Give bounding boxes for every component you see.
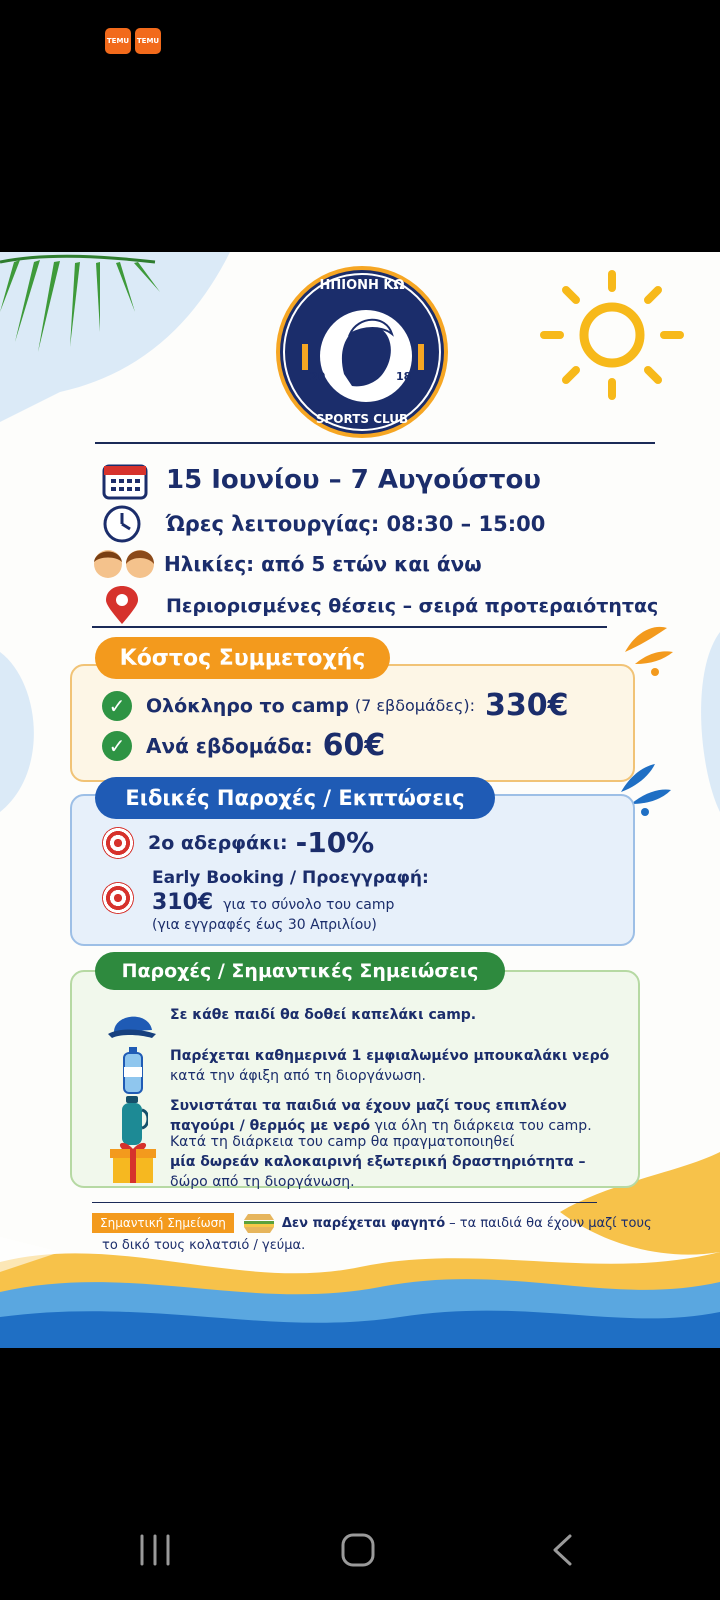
cost-full-row — [102, 688, 568, 723]
check-icon: ✓ — [102, 731, 132, 761]
offer-early-label: Early Booking / Προεγγραφή: — [152, 868, 429, 888]
info-dates — [102, 460, 541, 500]
offer-sibling-label: 2ο αδερφάκι: — [148, 831, 288, 854]
footer-note — [92, 1212, 652, 1253]
note-water-row — [106, 1046, 609, 1096]
divider-top — [95, 442, 655, 444]
gift-box-icon — [106, 1132, 160, 1192]
note-bottle-rest: για όλη τη διάρκεια του camp. — [374, 1118, 592, 1134]
logo-bottom-text: SPORTS CLUB — [315, 412, 409, 426]
footer-rest-text: – τα παιδιά θα έχουν μαζί τους — [449, 1215, 652, 1231]
kids-icon — [92, 546, 158, 582]
cap-icon — [106, 1000, 160, 1050]
cost-box — [70, 664, 635, 782]
target-icon — [102, 827, 134, 859]
note-gift-text — [170, 1132, 586, 1192]
clock-icon — [102, 504, 148, 544]
cost-week-label: Ανά εβδομάδα: — [146, 733, 313, 758]
status-bar — [0, 0, 720, 252]
palm-leaf-icon — [0, 252, 160, 362]
recent-apps-icon[interactable] — [138, 1533, 174, 1567]
info-hours — [102, 504, 545, 544]
offer-early-total: για το σύνολο του camp — [223, 897, 395, 913]
note-cap-text: Σε κάθε παιδί θα δοθεί καπελάκι camp. — [170, 1007, 477, 1023]
sandwich-icon — [242, 1212, 276, 1234]
offer-sibling-row — [102, 826, 374, 859]
info-ages — [92, 546, 482, 582]
note-water-bold: Παρέχεται καθημερινά 1 εμφιαλωμένο μπουκαλάκι νερό — [170, 1048, 610, 1064]
note-gift-line1: Κατά τη διάρκεια του camp θα πραγματοποιηθεί — [170, 1134, 515, 1150]
note-cap-row — [106, 1000, 476, 1050]
offers-title-pill: Ειδικές Παροχές / Εκπτώσεις — [95, 777, 495, 819]
cost-full-weeks: (7 εβδομάδες): — [354, 696, 475, 715]
water-bottle-icon — [106, 1046, 160, 1096]
cost-title-pill: Κόστος Συμμετοχής — [95, 637, 390, 679]
hours-text: Ώρες λειτουργίας: 08:30 – 15:00 — [166, 512, 546, 536]
logo-year-left: 20 — [310, 370, 326, 383]
navigation-bar — [0, 1348, 720, 1600]
logo-year-right: 18 — [396, 370, 412, 383]
target-icon-shape — [102, 882, 134, 914]
note-bottle-bold-2: παγούρι / θερμός με νερό — [170, 1118, 371, 1134]
notes-title-pill: Παροχές / Σημαντικές Σημειώσεις — [95, 952, 505, 990]
temu-app-icon-2[interactable] — [135, 28, 161, 54]
cost-week-price: 60€ — [322, 728, 386, 763]
club-logo — [274, 264, 450, 440]
footer-bold-text: Δεν παρέχεται φαγητό — [281, 1215, 446, 1231]
note-bottle-bold-1: Συνιστάται τα παιδιά να έχουν μαζί τους επιπλέον — [170, 1098, 567, 1114]
offer-early-price: 310€ — [152, 890, 214, 915]
places-text: Περιορισμένες θέσεις – σειρά προτεραιότητας — [166, 595, 659, 617]
temu-app-icon[interactable] — [105, 28, 131, 54]
app-icon-label: TEMU — [136, 37, 160, 45]
cost-full-price: 330€ — [484, 688, 569, 723]
app-icon-label: TEMU — [106, 37, 130, 45]
note-water-rest: κατά την άφιξη από τη διοργάνωση. — [170, 1068, 426, 1084]
note-water-text — [170, 1046, 609, 1086]
divider-middle — [92, 626, 607, 628]
note-gift-bold: μία δωρεάν καλοκαιρινή εξωτερική δραστηριότητα – — [170, 1154, 586, 1170]
note-bottle-text — [170, 1096, 592, 1136]
note-gift-row — [106, 1132, 586, 1192]
important-note-badge: Σημαντική Σημείωση — [92, 1213, 234, 1233]
divider-bottom — [92, 1202, 597, 1203]
logo-top-text: ΗΠΙΟΝΗ ΚΩ — [319, 278, 405, 293]
note-gift-rest: δώρο από τη διοργάνωση. — [170, 1174, 355, 1190]
camp-poster — [0, 252, 720, 1348]
footer-line2: το δικό τους κολατσιό / γεύμα. — [102, 1238, 306, 1253]
offer-early-note: (για εγγραφές έως 30 Απριλίου) — [152, 917, 377, 933]
location-pin-icon — [102, 586, 148, 626]
back-icon[interactable] — [550, 1533, 574, 1567]
offer-sibling-value: -10% — [295, 826, 375, 859]
target-icon — [102, 882, 134, 914]
offer-early-block — [152, 868, 429, 933]
home-icon[interactable] — [340, 1532, 376, 1568]
calendar-icon — [102, 460, 148, 500]
cost-week-row — [102, 728, 385, 763]
info-places — [102, 586, 658, 626]
dates-text: 15 Ιουνίου – 7 Αυγούστου — [166, 465, 541, 495]
cost-full-label: Ολόκληρο το camp — [146, 694, 349, 717]
ages-text: Ηλικίες: από 5 ετών και άνω — [164, 552, 482, 576]
check-icon: ✓ — [102, 691, 132, 721]
sun-icon — [540, 270, 685, 400]
